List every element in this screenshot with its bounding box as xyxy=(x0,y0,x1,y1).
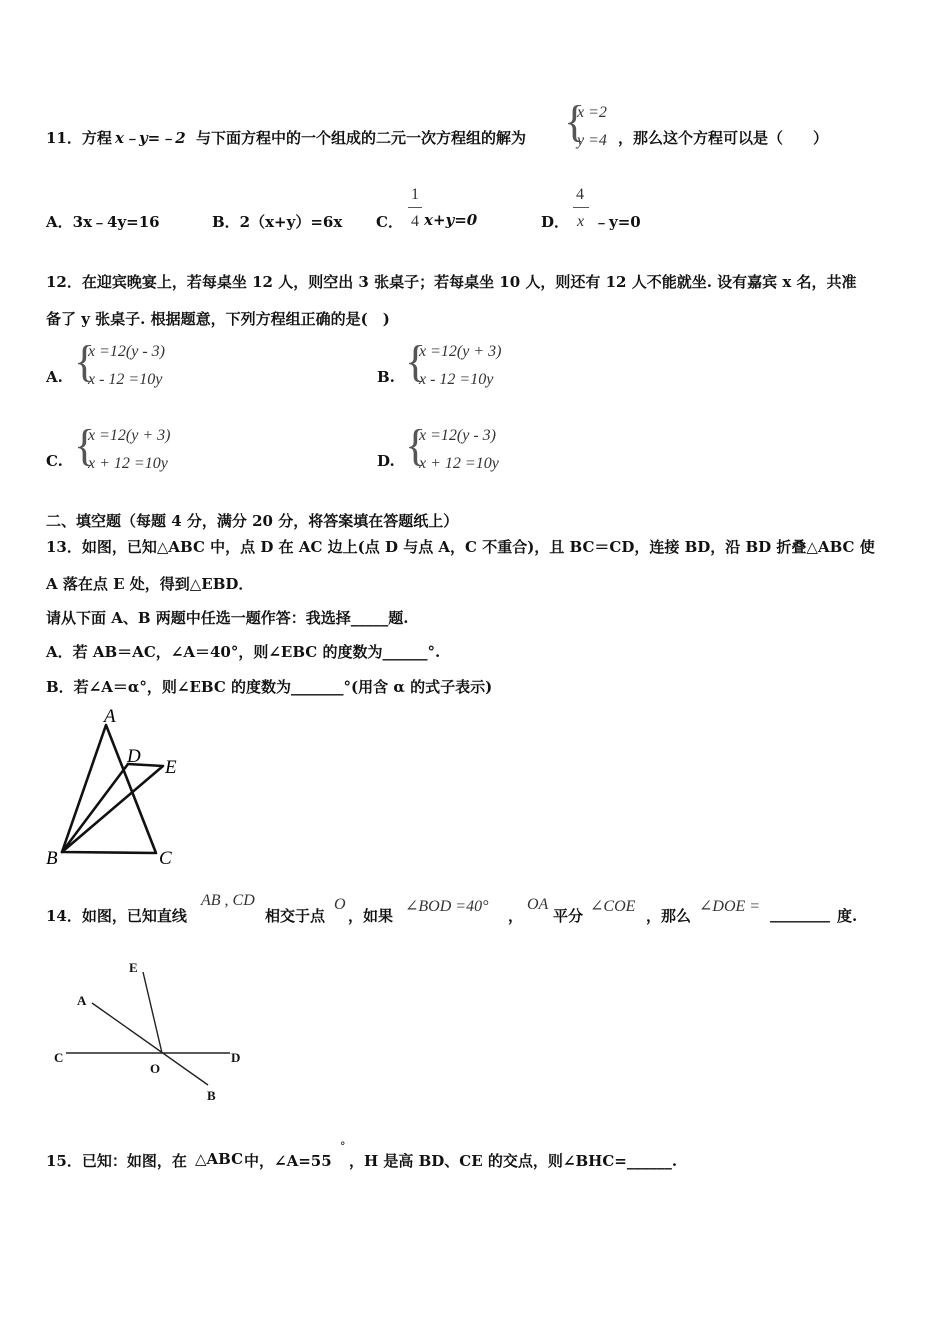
q11-option-c-fraction-bar xyxy=(408,207,422,208)
q13-label-c: C xyxy=(159,848,172,869)
q11-option-d-label: D． xyxy=(541,213,570,231)
q13-line2: A 落在点 E 处，得到△EBD． xyxy=(46,575,254,593)
q11-solution-x: x =2 xyxy=(577,104,607,121)
q12-b-brace: { xyxy=(405,337,427,386)
q13-line4: A．若 AB＝AC，∠A＝40°，则∠EBC 的度数为______°. xyxy=(46,643,441,661)
q13-label-a: A xyxy=(104,706,116,727)
q14-label-c: C xyxy=(54,1050,64,1065)
q14-label-e: E xyxy=(129,960,138,975)
q14-prefix: 14．如图，已知直线 xyxy=(46,907,187,925)
q11-prefix: 11．方程 xyxy=(46,129,112,147)
q14-lines: AB , CD xyxy=(201,892,255,909)
q15-degree: ° xyxy=(340,1140,346,1153)
q14-blank: ________ xyxy=(770,905,830,923)
q15-triangle: △ABC xyxy=(195,1150,244,1168)
q14-angle-bod: ∠BOD =40° xyxy=(405,898,489,915)
q12-c-label: C. xyxy=(46,452,63,470)
q12-b-eq2: x - 12 =10y xyxy=(419,371,494,388)
q14-t4: 平分 xyxy=(553,907,584,925)
q13-line3: 请从下面 A、B 两题中任选一题作答：我选择_____题. xyxy=(46,609,409,627)
q15-mid: 中，∠A=55 xyxy=(244,1152,332,1170)
q11-suffix: ，那么这个方程可以是（ ） xyxy=(618,129,829,147)
q14-angle-doe: ∠DOE = xyxy=(699,898,761,915)
q14-figure xyxy=(40,955,260,1110)
q14-t1: 相交于点 xyxy=(265,907,326,925)
q11-option-d-rest: ﹣y=0 xyxy=(594,213,641,231)
q12-d-eq1: x =12(y - 3) xyxy=(419,427,496,444)
q12-d-brace: { xyxy=(405,421,427,470)
q14-t6: 度. xyxy=(837,907,858,925)
q12-d-label: D. xyxy=(377,452,395,470)
q11-mid: 与下面方程中的一个组成的二元一次方程组的解为 xyxy=(196,129,527,147)
q12-b-label: B. xyxy=(377,368,395,386)
q13-label-b: B xyxy=(46,848,58,869)
q12-line1: 12．在迎宾晚宴上，若每桌坐 12 人，则空出 3 张桌子；若每桌坐 10 人，则还有 12 人不能就坐. 设有嘉宾 x 名，共准 xyxy=(46,273,857,291)
q14-point-o: O xyxy=(334,896,346,913)
q11-option-b: B．2（x+y）=6x xyxy=(212,213,343,231)
q15-suffix: ，H 是高 BD、CE 的交点，则∠BHC=______. xyxy=(349,1152,678,1170)
q13-line5: B．若∠A＝α°，则∠EBC 的度数为_______°(用含 α 的式子表示) xyxy=(46,678,493,696)
q14-label-b: B xyxy=(207,1088,216,1103)
q12-a-eq1: x =12(y - 3) xyxy=(88,343,165,360)
q14-t5: ，那么 xyxy=(646,907,692,925)
q12-a-eq2: x - 12 =10y xyxy=(88,371,163,388)
q14-t3: ， xyxy=(508,907,524,925)
q11-option-c-label: C． xyxy=(376,213,403,231)
q11-option-d-numerator: 4 xyxy=(576,186,584,203)
q11-option-c-denominator: 4 xyxy=(411,213,419,230)
q11-brace: { xyxy=(564,97,586,146)
q11-option-d-denominator: x xyxy=(577,213,585,230)
q15-prefix: 15．已知：如图，在 xyxy=(46,1152,187,1170)
q12-b-eq1: x =12(y + 3) xyxy=(419,343,502,360)
q12-line2: 备了 y 张桌子. 根据题意，下列方程组正确的是( ) xyxy=(46,310,390,328)
q12-a-brace: { xyxy=(74,337,96,386)
q13-segment-bd xyxy=(62,764,128,852)
q11-option-c-numerator: 1 xyxy=(411,186,419,203)
q14-label-o: O xyxy=(150,1061,161,1076)
q14-label-d: D xyxy=(231,1050,241,1065)
q11-equation: x﹣y=﹣2 xyxy=(115,129,186,147)
q12-d-eq2: x + 12 =10y xyxy=(419,455,499,472)
q13-label-d: D xyxy=(127,746,141,767)
q14-label-a: A xyxy=(77,993,87,1008)
q14-angle-coe: ∠COE xyxy=(590,898,636,915)
q11-option-d-fraction-bar xyxy=(573,207,589,208)
q13-line1: 13．如图，已知△ABC 中，点 D 在 AC 边上(点 D 与点 A，C 不重合)，且 BC＝CD，连接 BD，沿 BD 折叠△ABC 使 xyxy=(46,538,875,556)
q12-c-brace: { xyxy=(74,421,96,470)
q14-t2: ，如果 xyxy=(348,907,394,925)
q11-option-a: A．3x﹣4y=16 xyxy=(46,213,160,231)
q14-oa: OA xyxy=(527,896,549,913)
q13-figure xyxy=(40,700,200,870)
q11-solution-y: y =4 xyxy=(577,132,607,149)
q12-c-eq1: x =12(y + 3) xyxy=(88,427,171,444)
q12-c-eq2: x + 12 =10y xyxy=(88,455,168,472)
q12-a-label: A. xyxy=(46,368,63,386)
q11-option-c-rest: x+y=0 xyxy=(424,211,478,229)
section-heading: 二、填空题（每题 4 分，满分 20 分，将答案填在答题纸上） xyxy=(46,512,459,530)
q13-label-e: E xyxy=(165,757,177,778)
